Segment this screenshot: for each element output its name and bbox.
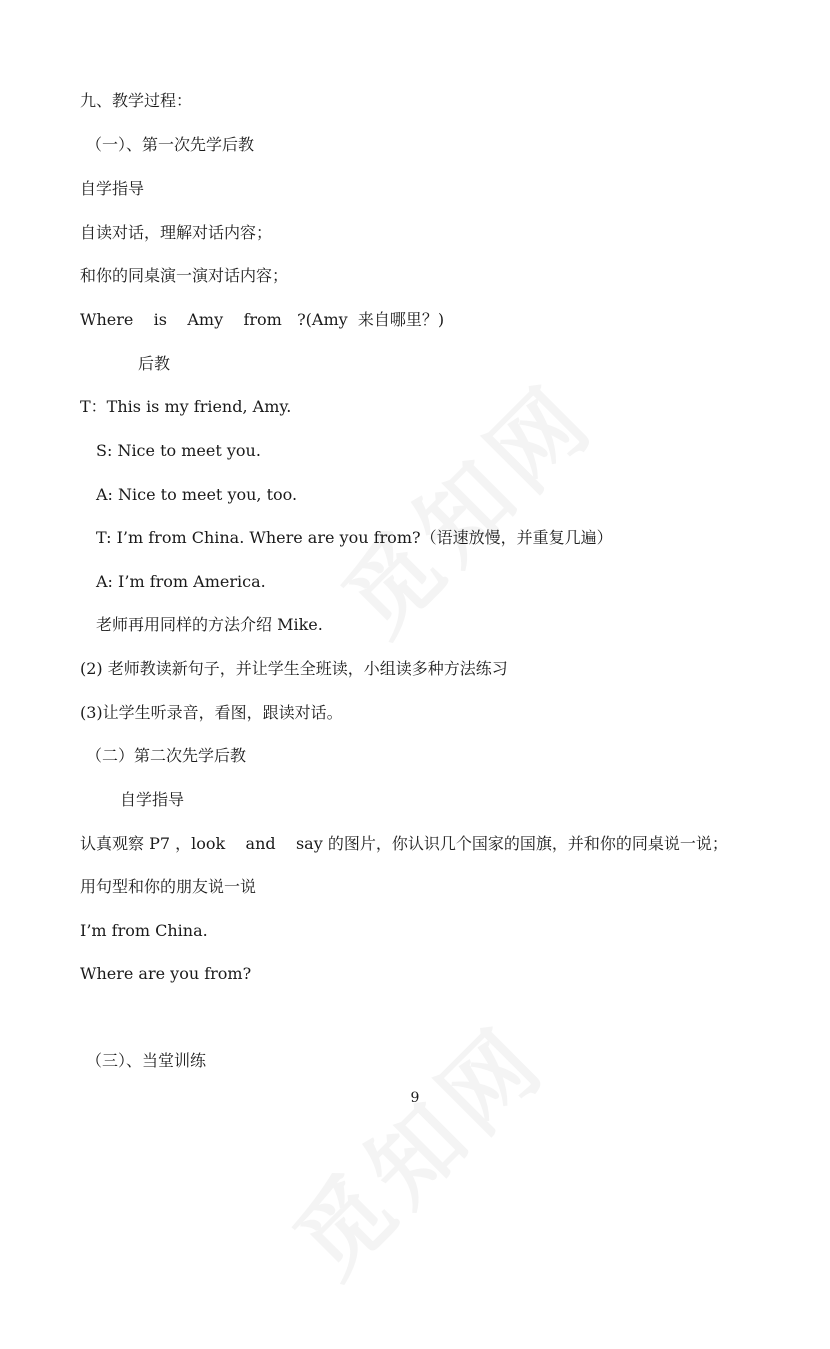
dialogue-line: A: I’m from America. bbox=[96, 572, 266, 591]
dialogue-line: T: I’m from China. Where are you from?（语速放慢，并重复几遍） bbox=[96, 528, 613, 547]
dialogue-line: T：This is my friend, Amy. bbox=[80, 397, 292, 416]
instruction-line: (3)让学生听录音，看图，跟读对话。 bbox=[80, 703, 343, 722]
self-study-guide-label: 自学指导 bbox=[80, 179, 145, 198]
teach-after-label: 后教 bbox=[138, 354, 171, 373]
dialogue-line: S: Nice to meet you. bbox=[96, 441, 261, 460]
section-heading-teaching-process: 九、教学过程： bbox=[80, 91, 193, 110]
watermark-text bbox=[269, 309, 659, 699]
instruction-line: (2) 老师教读新句子，并让学生全班读，小组读多种方法练习 bbox=[80, 659, 508, 678]
subheading-first-round: （一）、第一次先学后教 bbox=[86, 135, 255, 154]
instruction-line: 用句型和你的朋友说一说 bbox=[80, 877, 257, 896]
instruction-line: 老师再用同样的方法介绍 Mike. bbox=[96, 615, 323, 634]
dialogue-line: A: Nice to meet you, too. bbox=[96, 485, 298, 504]
instruction-line: 和你的同桌演一演对话内容； bbox=[80, 266, 289, 285]
instruction-line: 认真观察 P7 ，look and say 的图片，你认识几个国家的国旗，并和你的同桌说一说； bbox=[80, 834, 728, 853]
subheading-second-round: （二）第二次先学后教 bbox=[86, 746, 247, 765]
subheading-classroom-practice: （三）、当堂训练 bbox=[86, 1051, 207, 1070]
page-number: 9 bbox=[410, 1090, 420, 1106]
self-study-guide-label: 自学指导 bbox=[120, 790, 185, 809]
sentence-pattern-line: Where are you from? bbox=[80, 964, 252, 983]
sentence-pattern-line: I’m from China. bbox=[80, 921, 208, 940]
question-line: Where is Amy from ?(Amy 来自哪里？) bbox=[80, 310, 445, 329]
instruction-line: 自读对话，理解对话内容； bbox=[80, 223, 273, 242]
watermark-bottom bbox=[261, 911, 699, 1349]
